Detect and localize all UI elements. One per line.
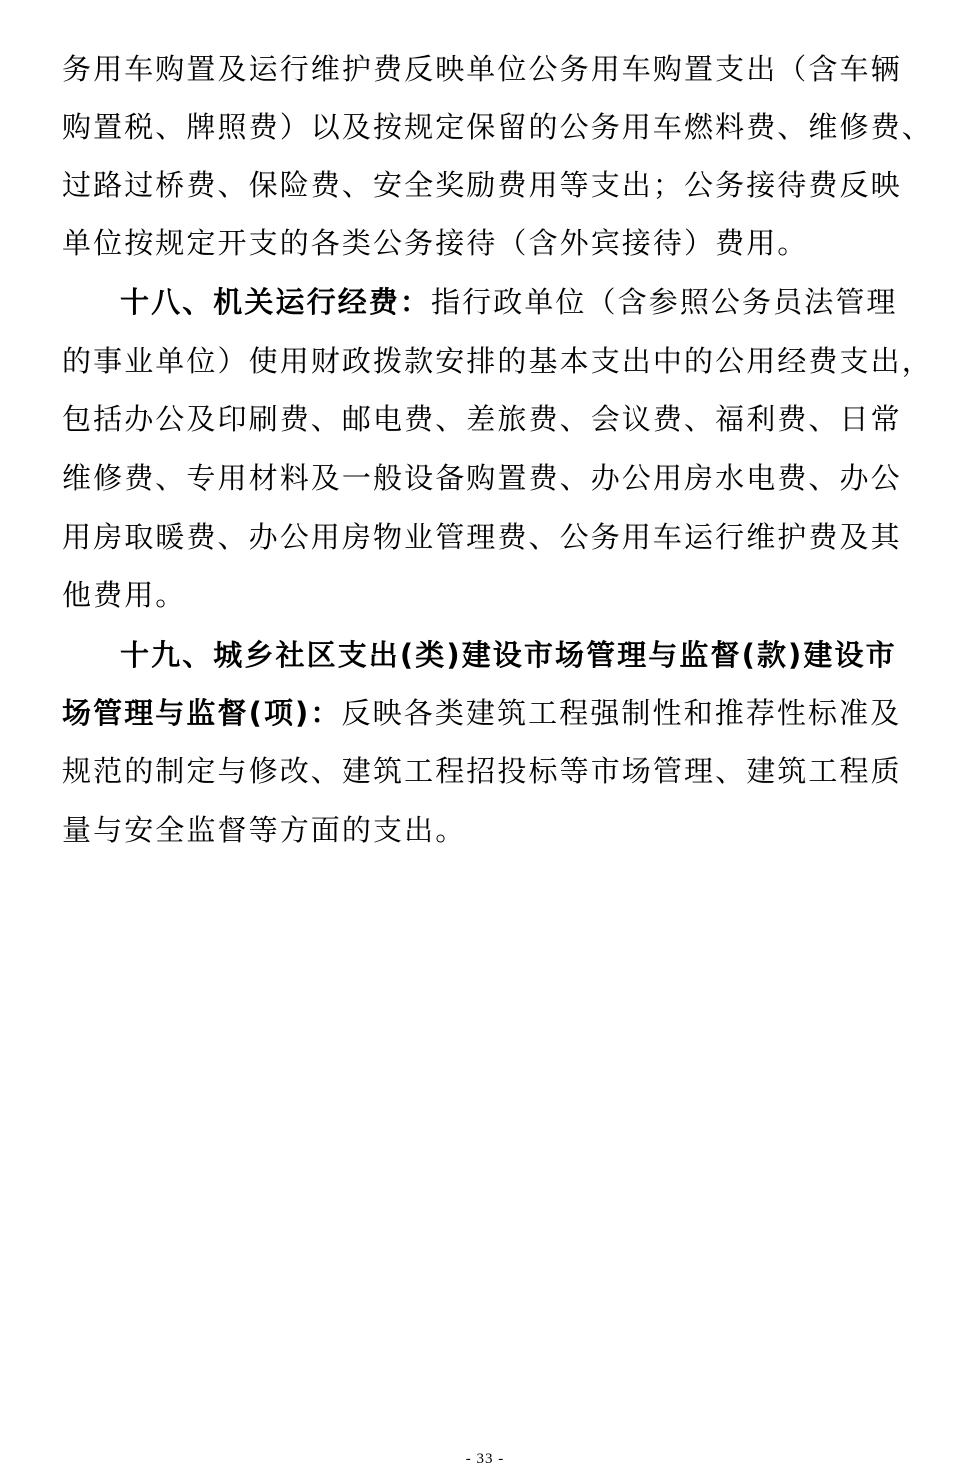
paragraph-2-line-3: 包括办公及印刷费、邮电费、差旅费、会议费、福利费、日常 (62, 402, 902, 436)
page-number: - 33 - (465, 1451, 505, 1467)
paragraph-3-line-4: 量与安全监督等方面的支出。 (62, 813, 467, 847)
paragraph-3-heading-line-1: 十九、城乡社区支出(类)建设市场管理与监督(款)建设市 (120, 638, 897, 672)
paragraph-2-line-5: 用房取暖费、办公用房物业管理费、公务用车运行维护费及其 (62, 520, 902, 554)
paragraph-3-line-3: 规范的制定与修改、建筑工程招投标等市场管理、建筑工程质 (62, 754, 902, 788)
paragraph-3-line-2 (62, 693, 901, 733)
paragraph-2-line-2: 的事业单位）使用财政拨款安排的基本支出中的公用经费支出， (62, 344, 933, 378)
paragraph-1-line-3: 过路过桥费、保险费、安全奖励费用等支出；公务接待费反映 (62, 168, 902, 202)
paragraph-2-line-6: 他费用。 (62, 578, 187, 612)
paragraph-2-line-1 (120, 282, 898, 322)
paragraph-1-line-2: 购置税、牌照费）以及按规定保留的公务用车燃料费、维修费、 (62, 110, 933, 144)
paragraph-3-heading-line-2: 场管理与监督(项)： (62, 696, 342, 730)
paragraph-3-line-2-text: 反映各类建筑工程强制性和推荐性标准及 (341, 696, 902, 730)
paragraph-2-line-1-text: 指行政单位（含参照公务员法管理 (431, 285, 898, 319)
paragraph-1-line-4: 单位按规定开支的各类公务接待（含外宾接待）费用。 (62, 226, 809, 260)
paragraph-2-heading: 十八、机关运行经费： (120, 285, 432, 319)
paragraph-2-line-4: 维修费、专用材料及一般设备购置费、办公用房水电费、办公 (62, 461, 902, 495)
paragraph-1-line-1: 务用车购置及运行维护费反映单位公务用车购置支出（含车辆 (62, 52, 902, 86)
